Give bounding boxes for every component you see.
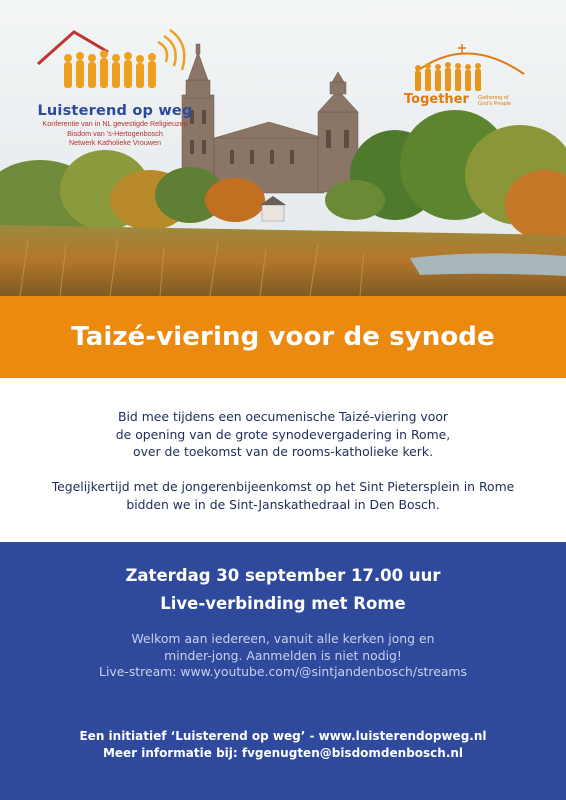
intro-p2-line-2: bidden we in de Sint-Janskathedraal in Den Bosch. bbox=[126, 496, 440, 512]
logo-right-tagline: Gathering of God's People bbox=[478, 95, 511, 107]
initiative-link[interactable]: Een initiatief ‘Luisterend op weg’ - www.luisterendopweg.nl bbox=[79, 729, 487, 743]
together-logo bbox=[396, 40, 536, 107]
intro-p1-line-3: over de toekomst van de rooms-katholieke kerk. bbox=[132, 444, 434, 459]
logo-left-line-3: Netwerk Katholieke Vrouwen bbox=[68, 138, 162, 147]
intro-paragraph-2 bbox=[0, 478, 566, 513]
welcome-line-2: minder-jong. Aanmelden is niet nodig! bbox=[164, 647, 402, 663]
people-group-icon bbox=[30, 28, 200, 96]
livestream-link[interactable]: Live-stream: www.youtube.com/@sintjandenbosch/streams bbox=[99, 664, 467, 679]
logo-left-line-2: Bisdom van 's-Hertogenbosch bbox=[67, 128, 163, 138]
intro-section bbox=[0, 378, 566, 542]
event-section bbox=[0, 542, 566, 800]
title-banner bbox=[0, 296, 566, 378]
intro-paragraph-1 bbox=[0, 408, 566, 461]
event-welcome bbox=[0, 631, 566, 681]
hero-photo bbox=[0, 0, 566, 296]
welcome-line-1: Welkom aan iedereen, vanuit alle kerken jong en bbox=[131, 631, 435, 646]
intro-p2-line-1: Tegelijkertijd met de jongerenbijeenkomst op het Sint Pietersplein in Rome bbox=[51, 479, 515, 494]
contact-email-link[interactable]: Meer informatie bij: fvgenugten@bisdomdenbosch.nl bbox=[102, 746, 464, 760]
logo-left-line-1: Konferentie van in NL gevestigde Religieuzen bbox=[42, 119, 188, 128]
intro-p1-line-2: de opening van de grote synodevergadering in Rome, bbox=[115, 426, 451, 442]
event-live-connection: Live-verbinding met Rome bbox=[160, 594, 406, 613]
page-title: Taizé-viering voor de synode bbox=[71, 322, 495, 352]
luisterend-op-weg-logo bbox=[30, 28, 200, 148]
intro-p1-line-1: Bid mee tijdens een oecumenische Taizé-viering voor bbox=[117, 409, 449, 424]
event-footer bbox=[0, 728, 566, 762]
tent-people-icon bbox=[396, 40, 536, 95]
event-date: Zaterdag 30 september 17.00 uur bbox=[125, 566, 441, 585]
logo-right-name: Together bbox=[404, 92, 469, 107]
logo-left-name: Luisterend op weg bbox=[37, 103, 193, 119]
